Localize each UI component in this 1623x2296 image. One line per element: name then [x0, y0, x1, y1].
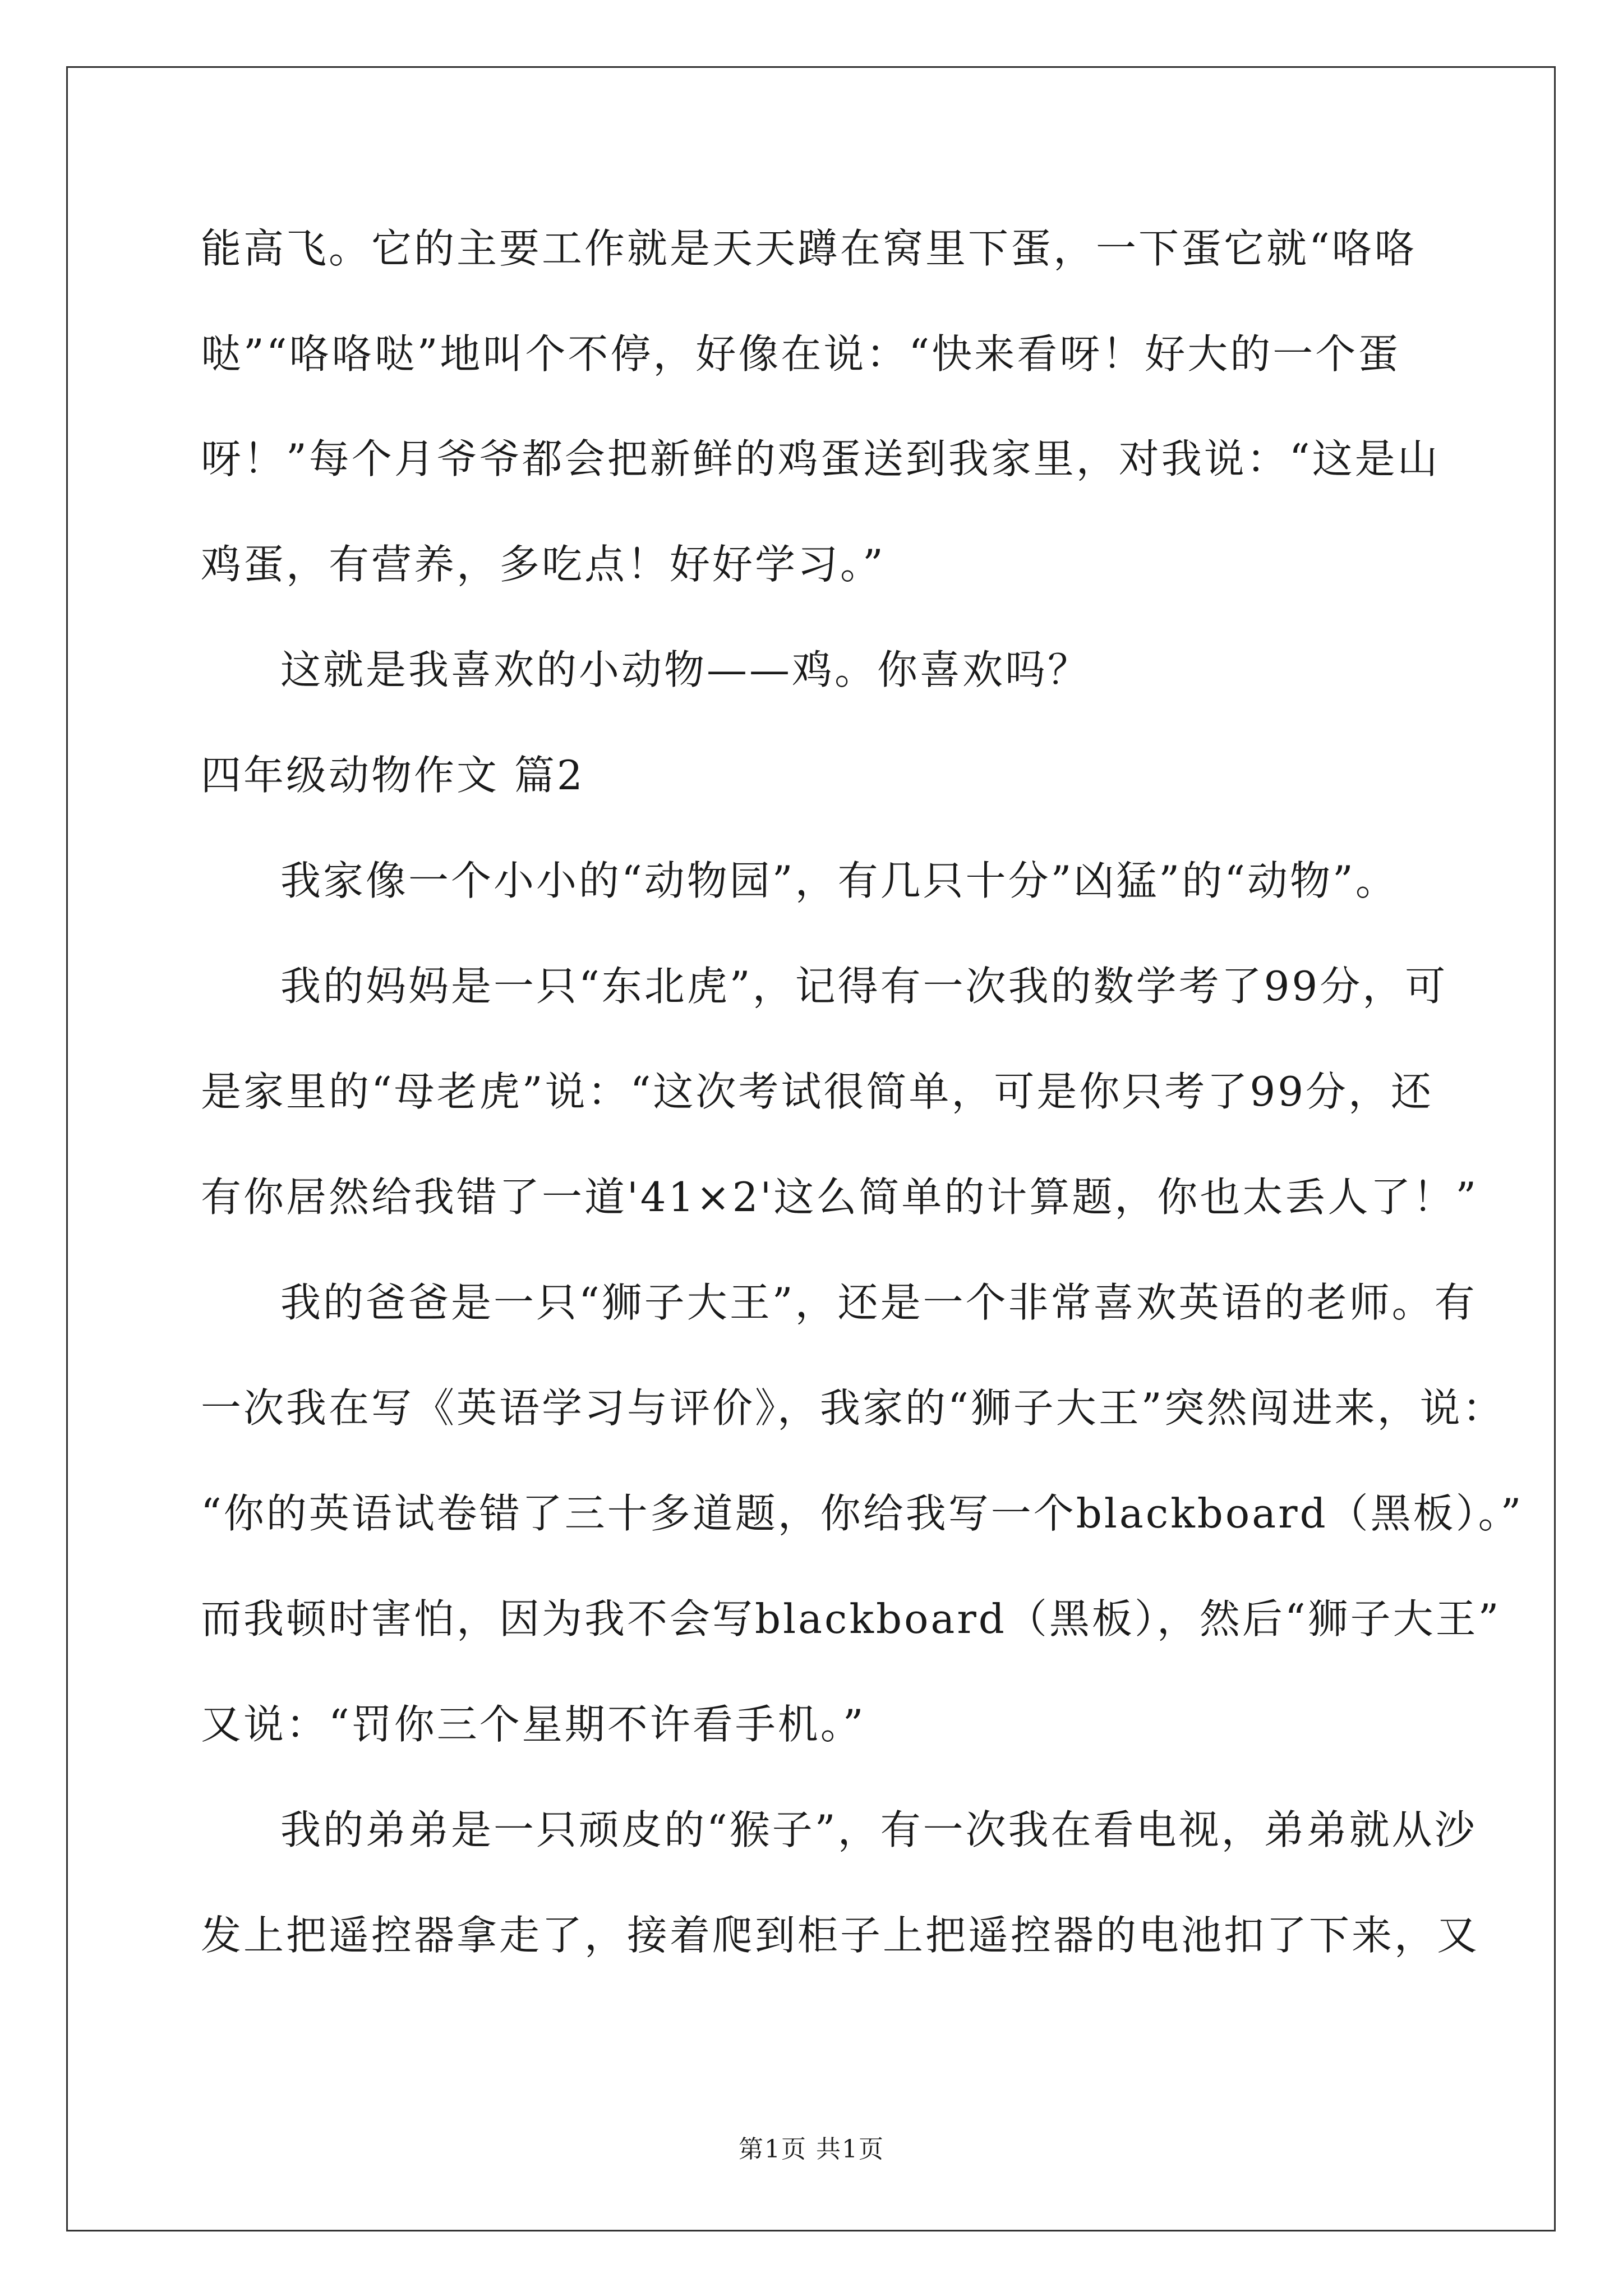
text-line: 哒”“咯咯哒”地叫个不停，好像在说：“快来看呀！好大的一个蛋: [201, 330, 1401, 378]
text-line: “你的英语试卷错了三十多道题，你给我写一个blackboard（黑板）。”: [201, 1490, 1524, 1537]
text-line: 能高飞。它的主要工作就是天天蹲在窝里下蛋，一下蛋它就“咯咯: [201, 225, 1417, 272]
text-line: 一次我在写《英语学习与评价》，我家的“狮子大王”突然闯进来，说：: [201, 1384, 1505, 1432]
text-line: 这就是我喜欢的小动物——鸡。你喜欢吗？: [280, 646, 1091, 693]
text-line: 而我顿时害怕，因为我不会写blackboard（黑板），然后“狮子大王”: [201, 1595, 1501, 1642]
text-line: 鸡蛋，有营养，多吃点！好好学习。”: [201, 541, 886, 588]
page-border: [66, 66, 1556, 2231]
text-line: 是家里的“母老虎”说：“这次考试很简单，可是你只考了99分，还: [201, 1068, 1434, 1115]
section-heading: 四年级动物作文 篇2: [201, 752, 585, 799]
page-footer: 第1页 共1页: [739, 2135, 884, 2164]
text-line: 又说：“罚你三个星期不许看手机。”: [201, 1701, 866, 1748]
text-line: 有你居然给我错了一道'41×2'这么简单的计算题，你也太丢人了！”: [201, 1174, 1479, 1221]
text-line: 呀！”每个月爷爷都会把新鲜的鸡蛋送到我家里，对我说：“这是山: [201, 435, 1440, 482]
text-line: 我的爸爸是一只“狮子大王”，还是一个非常喜欢英语的老师。有: [280, 1279, 1477, 1326]
text-line: 我的弟弟是一只顽皮的“猴子”，有一次我在看电视，弟弟就从沙: [280, 1806, 1477, 1853]
text-line: 发上把遥控器拿走了，接着爬到柜子上把遥控器的电池扣了下来，又: [201, 1912, 1480, 1959]
text-line: 我家像一个小小的“动物园”，有几只十分”凶猛”的“动物”。: [280, 857, 1398, 904]
text-line: 我的妈妈是一只“东北虎”，记得有一次我的数学考了99分，可: [280, 963, 1448, 1010]
